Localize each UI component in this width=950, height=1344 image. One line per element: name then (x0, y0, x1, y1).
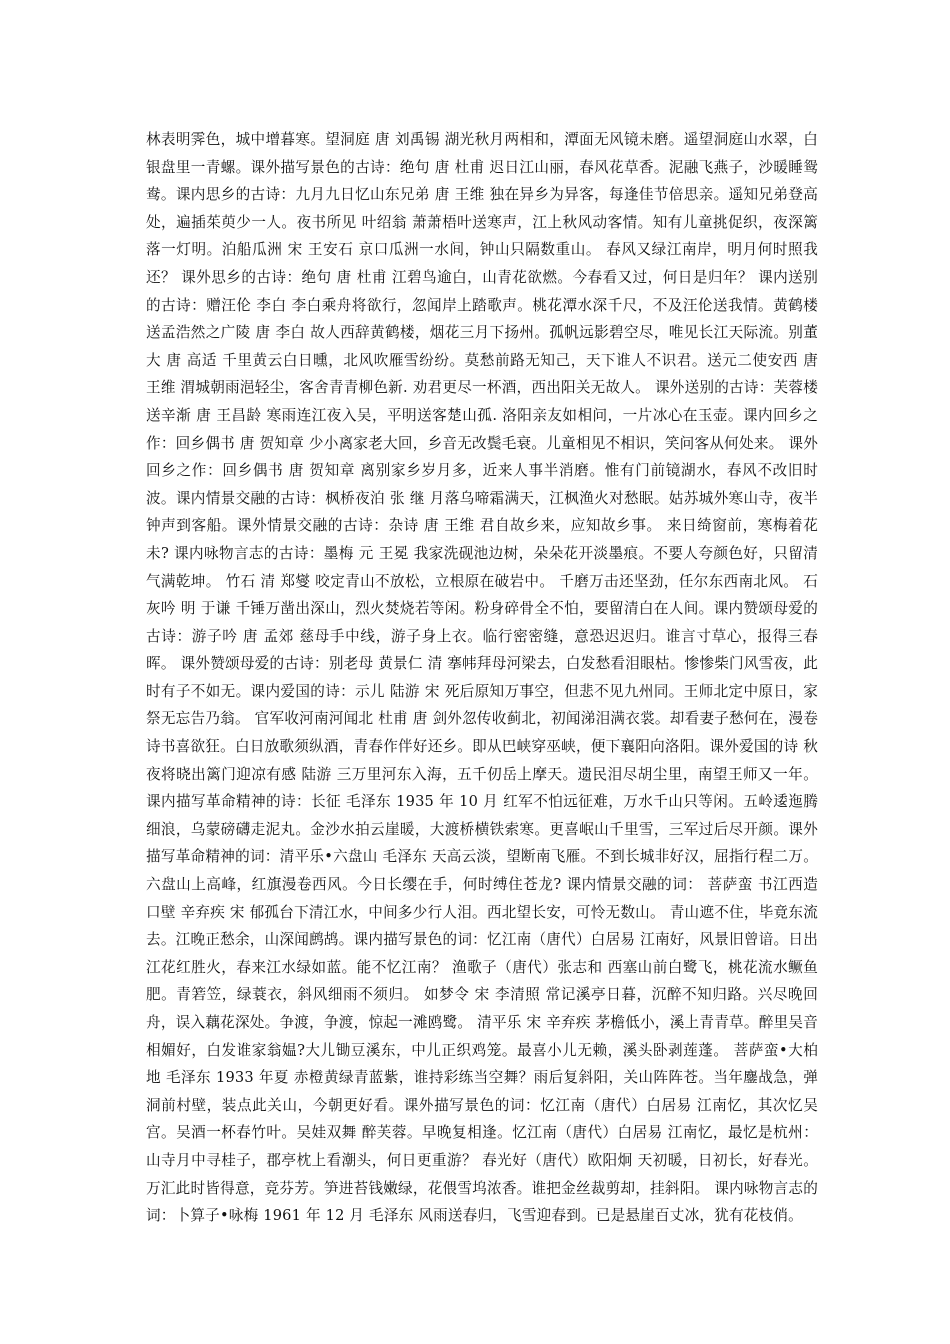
body-text: 林表明霁色，城中增暮寒。望洞庭 唐 刘禹锡 湖光秋月两相和，潭面无风镜未磨。遥望洞庭山水翠，白银盘里一青螺。课外描写景色的古诗：绝句 唐 杜甫 迟日江山丽，春风花草香。泥融飞燕子，沙暖睡鸳鸯。课内思乡的古诗：九月九日忆山东兄弟 唐 王维 独在异乡为异客，每逢佳节倍思亲。遥知兄弟登高处，遍插茱萸少一人。夜书所见 叶绍翁 萧萧梧叶送寒声，江上秋风动客情。知有儿童挑促织，夜深篱落一灯明。泊船瓜洲 宋 王安石 京口瓜洲一水间，钟山只隔数重山。 春风又绿江南岸，明月何时照我还？ 课外思乡的古诗：绝句 唐 杜甫 江碧鸟逾白，山青花欲燃。今春看又过，何日是归年？ 课内送别的古诗：赠汪伦 李白 李白乘舟将欲行，忽闻岸上踏歌声。桃花潭水深千尺，不及汪伦送我情。黄鹤楼送孟浩然之广陵 唐 李白 故人西辞黄鹤楼，烟花三月下扬州。孤帆远影碧空尽，唯见长江天际流。别董大 唐 高适 千里黄云白日曛，北风吹雁雪纷纷。莫愁前路无知己，天下谁人不识君。送元二使安西 唐 王维 渭城朝雨浥轻尘，客舍青青柳色新. 劝君更尽一杯酒，西出阳关无故人。 课外送别的古诗：芙蓉楼送辛渐 唐 王昌龄 寒雨连江夜入吴，平明送客楚山孤. 洛阳亲友如相问，一片冰心在玉壶。课内回乡之作：回乡偶书 唐 贺知章 少小离家老大回，乡音无改鬓毛衰。儿童相见不相识，笑问客从何处来。 课外回乡之作：回乡偶书 唐 贺知章 离别家乡岁月多，近来人事半消磨。惟有门前镜湖水，春风不改旧时波。课内情景交融的古诗：枫桥夜泊 张 继 月落乌啼霜满天，江枫渔火对愁眠。姑苏城外寒山寺，夜半钟声到客船。课外情景交融的古诗：杂诗 唐 王维 君自故乡来，应知故乡事。 来日绮窗前，寒梅着花未? 课内咏物言志的古诗：墨梅 元 王冕 我家洗砚池边树，朵朵花开淡墨痕。不要人夸颜色好，只留清气满乾坤。 竹石 清 郑燮 咬定青山不放松，立根原在破岩中。 千磨万击还坚劲，任尔东西南北风。 石灰吟 明 于谦 千锤万凿出深山，烈火焚烧若等闲。粉身碎骨全不怕，要留清白在人间。课内赞颂母爱的古诗：游子吟 唐 孟郊 慈母手中线，游子身上衣。临行密密缝，意恐迟迟归。谁言寸草心，报得三春晖。 课外赞颂母爱的古诗：别老母 黄景仁 清 搴帏拜母河梁去，白发愁看泪眼枯。惨惨柴门风雪夜，此时有子不如无。课内爱国的诗：示儿 陆游 宋 死后原知万事空，但悲不见九州同。王师北定中原日，家祭无忘告乃翁。 官军收河南河闻北 杜甫 唐 剑外忽传收蓟北，初闻涕泪满衣裳。却看妻子愁何在，漫卷诗书喜欲狂。白日放歌须纵酒，青春作伴好还乡。即从巴峡穿巫峡，便下襄阳向洛阳。课外爱国的诗 秋夜将晓出篱门迎凉有感 陆游 三万里河东入海，五千仞岳上摩天。遗民泪尽胡尘里，南望王师又一年。课内描写革命精神的诗：长征 毛泽东 1935 年 10 月 红军不怕远征难，万水千山只等闲。五岭逶迤腾细浪，乌蒙磅礴走泥丸。金沙水拍云崖暖，大渡桥横铁索寒。更喜岷山千里雪，三军过后尽开颜。课外描写革命精神的词：清平乐•六盘山 毛泽东 天高云淡，望断南飞雁。不到长城非好汉，屈指行程二万。 六盘山上高峰，红旗漫卷西风。今日长缨在手，何时缚住苍龙? 课内情景交融的词： 菩萨蛮 书江西造口壁 辛弃疾 宋 郁孤台下清江水，中间多少行人泪。西北望长安，可怜无数山。 青山遮不住，毕竟东流去。江晚正愁余，山深闻鹧鸪。课内描写景色的词：忆江南（唐代）白居易 江南好，风景旧曾谙。日出江花红胜火，春来江水绿如蓝。能不忆江南？ 渔歌子（唐代）张志和 西塞山前白鹭飞，桃花流水鳜鱼肥。青箬笠，绿蓑衣，斜风细雨不须归。 如梦令 宋 李清照 常记溪亭日暮，沉醉不知归路。兴尽晚回舟，误入藕花深处。争渡，争渡，惊起一滩鸥鹭。 清平乐 宋 辛弃疾 茅檐低小，溪上青青草。醉里吴音相媚好，白发谁家翁媪?大儿锄豆溪东，中儿正织鸡笼。最喜小儿无赖，溪头卧剥莲蓬。 菩萨蛮•大柏地 毛泽东 1933 年夏 赤橙黄绿青蓝紫，谁持彩练当空舞？雨后复斜阳，关山阵阵苍。当年鏖战急，弹洞前村壁，装点此关山，今朝更好看。课外描写景色的词：忆江南（唐代）白居易 江南忆，其次忆吴宫。吴酒一杯春竹叶。吴娃双舞 醉芙蓉。早晚复相逢。忆江南（唐代）白居易 江南忆，最忆是杭州：山寺月中寻桂子，郡亭枕上看潮头，何日更重游？ 春光好（唐代）欧阳炯 天初暖，日初长，好春光。万汇此时皆得意，竞芬芳。笋进苔钱嫩绿，花偎雪坞浓香。谁把金丝裁剪却，挂斜阳。 课内咏物言志的词：卜算子•咏梅 1961 年 12 月 毛泽东 风雨送春归，飞雪迎春到。已是悬崖百丈冰，犹有花枝俏。 (146, 131, 818, 1225)
